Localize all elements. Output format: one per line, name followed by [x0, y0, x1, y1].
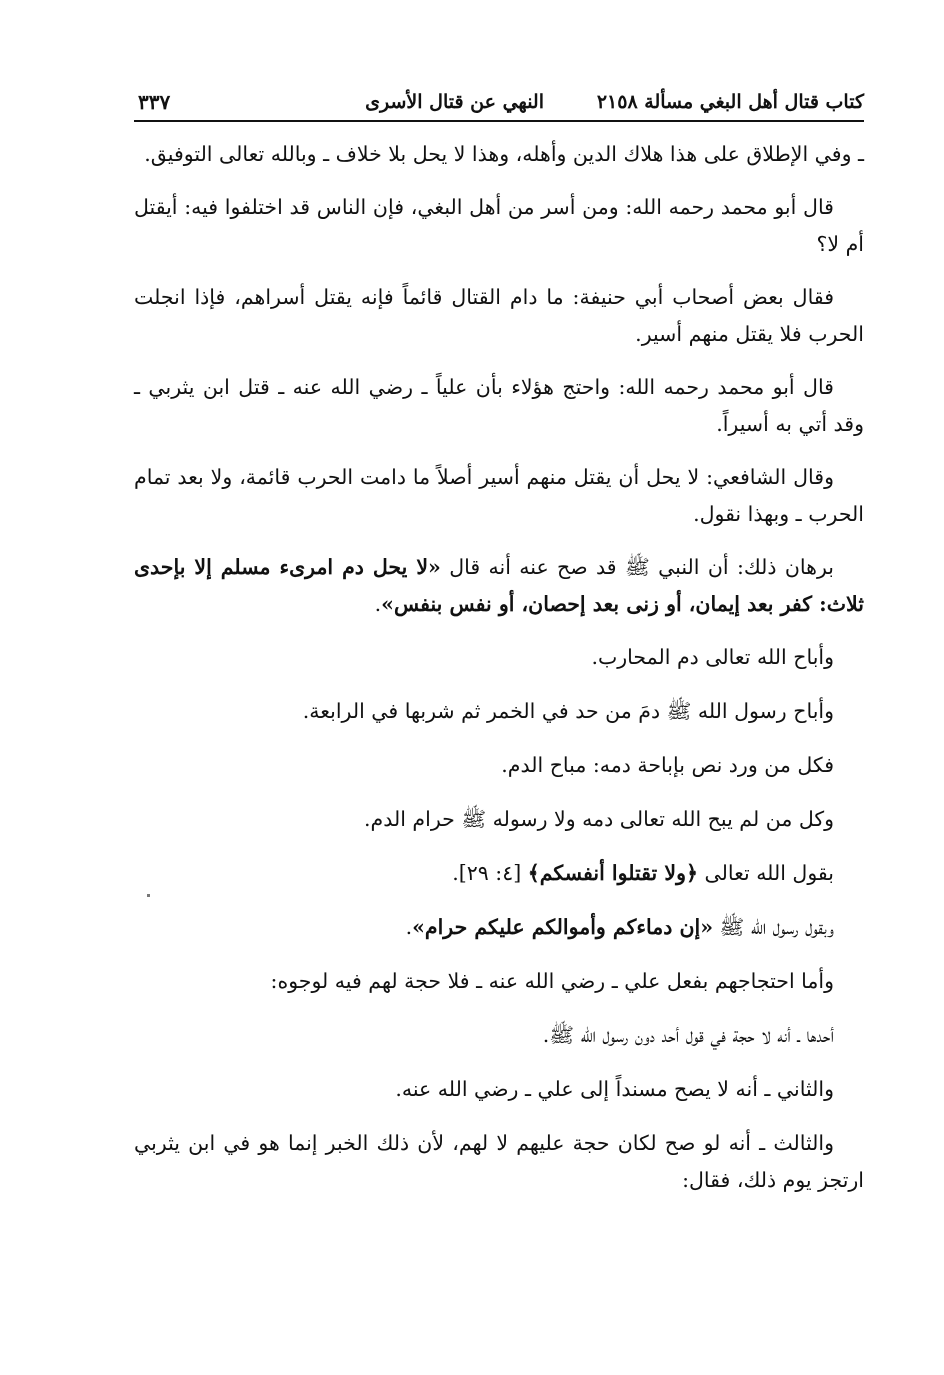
quran-quote: ﴿ولا تقتلوا أنفسكم﴾ — [527, 861, 698, 885]
hadith-quote: «لا يحل دم امرىء مسلم إلا بإحدى ثلاث: كفر بعد إيمان، أو زنى بعد إحصان، أو نفس بنفس» — [134, 555, 864, 616]
paragraph: وأباح رسول الله ﷺ دمَ من حد في الخمر ثم شربها في الرابعة. — [302, 699, 834, 723]
paragraph: ـ وفي الإطلاق على هذا هلاك الدين وأهله، وهذا لا يحل بلا خلاف ـ وبالله تعالى التوفيق. — [144, 142, 864, 166]
book-page — [134, 84, 864, 1215]
paragraph-hadith — [134, 549, 864, 623]
paragraph: والثالث ـ أنه لو صح لكان حجة عليهم لا لهم، لأن ذلك الخبر إنما هو في ابن يثربي ارتجز يوم ذلك، فقال: — [134, 1131, 864, 1192]
paragraph: والثاني ـ أنه لا يصح مسنداً إلى علي ـ رضي الله عنه. — [395, 1077, 834, 1101]
paragraph-text: برهان ذلك: أن النبي ﷺ قد صح عنه أنه قال — [440, 555, 834, 579]
paragraph-quran — [134, 855, 864, 892]
paragraph: فقال بعض أصحاب أبي حنيفة: ما دام القتال قائماً فإنه يقتل أسراهم، فإذا انجلت الحرب فلا يقتل منهم أسير. — [134, 285, 864, 346]
paragraph-text: . — [374, 592, 382, 616]
paragraph: وقال الشافعي: لا يحل أن يقتل منهم أسير أصلاً ما دامت الحرب قائمة، ولا بعد تمام الحرب ـ وبهذا نقول. — [134, 465, 864, 526]
page-number: ٣٣٧ — [138, 90, 171, 114]
paragraph: أحدها ـ أنه لا حجة في قول أحد دون رسول الله ﷺ. — [542, 1023, 834, 1047]
paragraph: قال أبو محمد رحمه الله: واحتج هؤلاء بأن علياً ـ رضي الله عنه ـ قتل ابن يثربي ـ وقد أتي به أسيراً. — [134, 375, 864, 436]
paragraph: وأما احتجاجهم بفعل علي ـ رضي الله عنه ـ فلا حجة لهم فيه لوجوه: — [270, 969, 834, 993]
paragraph-text: وبقول رسول الله ﷺ — [713, 915, 834, 939]
paragraph-text: بقول الله تعالى — [697, 861, 834, 885]
hadith-quote: «إن دماءكم وأموالكم عليكم حرام» — [412, 915, 714, 939]
paragraph: قال أبو محمد رحمه الله: ومن أسر من أهل البغي، فإن الناس قد اختلفوا فيه: أيقتل أم لا؟ — [134, 195, 864, 256]
paragraph: وأباح الله تعالى دم المحارب. — [591, 645, 834, 669]
running-header — [134, 84, 864, 122]
page-body — [134, 136, 864, 1199]
paragraph-hadith — [134, 909, 864, 946]
paragraph-text: [٤: ٢٩]. — [452, 861, 528, 885]
header-topic: النهي عن قتال الأسرى — [365, 91, 544, 113]
header-book-title: كتاب قتال أهل البغي مسألة ٢١٥٨ — [596, 91, 864, 113]
paragraph: وكل من لم يبح الله تعالى دمه ولا رسوله ﷺ حرام الدم. — [364, 807, 834, 831]
paragraph: فكل من ورد نص بإباحة دمه: مباح الدم. — [501, 753, 834, 777]
paragraph-text: . — [405, 915, 413, 939]
